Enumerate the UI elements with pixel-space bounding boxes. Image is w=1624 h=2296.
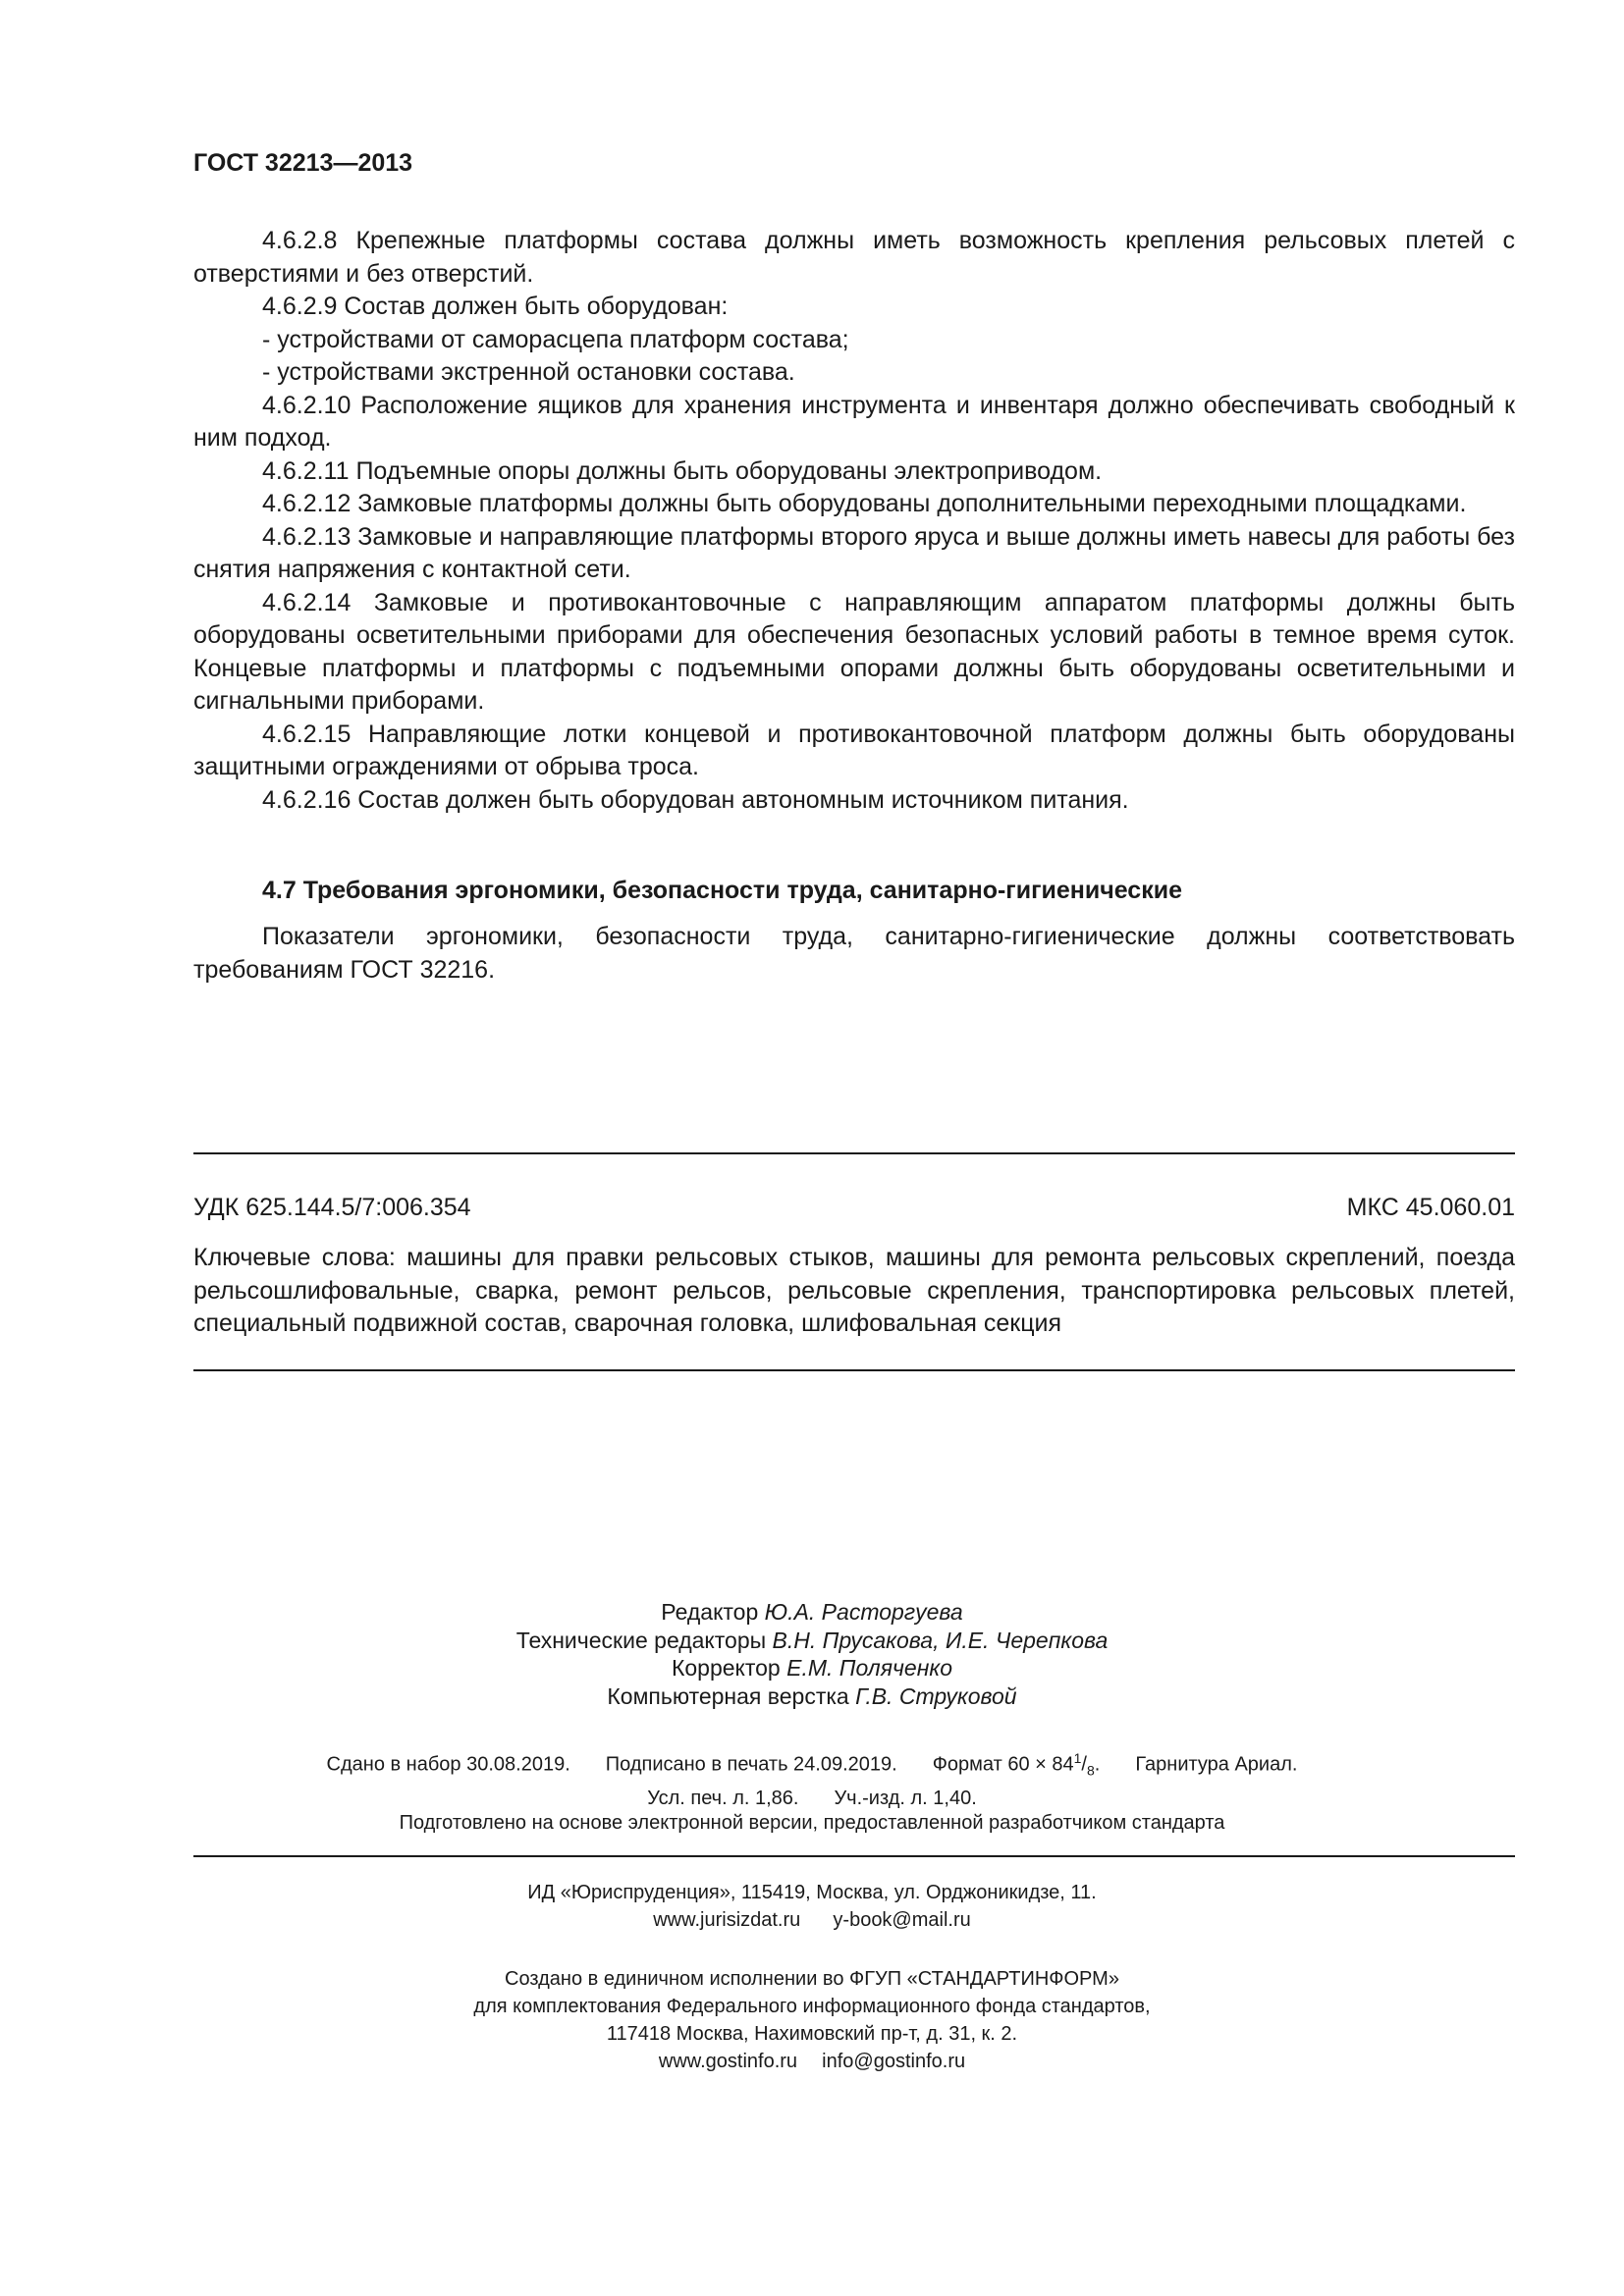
editor-name: Ю.А. Расторгуева <box>764 1599 963 1625</box>
keywords-text: Ключевые слова: машины для правки рельсовых стыков, машины для ремонта рельсовых скреплений, поезда рельсошлифовальные, сварка, ремонт рельсов, рельсовые скрепления, транспортировка рельсовых плетей, специальный подвижной состав, сварочная головка, шлифовальная секция <box>193 1244 1515 1337</box>
mks-code: МКС 45.060.01 <box>1346 1194 1515 1221</box>
paragraph-4-6-2-10: 4.6.2.10 Расположение ящиков для хранения инструмента и инвентаря должно обеспечивать свободный к ним подход. <box>193 391 1515 452</box>
publisher-address: ИД «Юриспруденция», 115419, Москва, ул. Орджоникидзе, 11. <box>527 1882 1097 1903</box>
print-info <box>0 1744 1624 1812</box>
layout-name: Г.В. Струковой <box>855 1682 1017 1709</box>
classification-row <box>193 1194 1515 1222</box>
keywords-block <box>193 1242 1515 1341</box>
list-item: - устройствами от саморасцепа платформ состава; <box>262 325 849 353</box>
layout-line: Компьютерная верстка Г.В. Струковой <box>607 1682 1017 1709</box>
paragraph-4-6-2-15: 4.6.2.15 Направляющие лотки концевой и противокантовочной платформ должны быть оборудованы защитными ограждениями от обрыва троса. <box>193 720 1515 780</box>
paragraph-4-6-2-13: 4.6.2.13 Замковые и направляющие платформы второго яруса и выше должны иметь навесы для работы без снятия напряжения с контактной сети. <box>193 522 1515 583</box>
standartinform-address: 117418 Москва, Нахимовский пр-т, д. 31, к. 2. <box>606 2023 1018 2045</box>
section-4-7-heading: 4.7 Требования эргономики, безопасности труда, санитарно-гигиенические <box>262 877 1182 904</box>
section-4-7-body <box>193 921 1515 987</box>
standartinform-line-2: для комплектования Федерального информационного фонда стандартов, <box>473 1996 1151 2017</box>
list-item: - устройствами экстренной остановки состава. <box>262 358 795 386</box>
standartinform-contacts <box>0 2048 1624 2075</box>
paragraph-4-6-2-8: 4.6.2.8 Крепежные платформы состава должны иметь возможность крепления рельсовых плетей с отверстиями и без отверстий. <box>193 227 1515 288</box>
publisher-contacts <box>0 1906 1624 1934</box>
paragraph-4-7: Показатели эргономики, безопасности труда, санитарно-гигиенические должны соответствовать требованиям ГОСТ 32216. <box>193 923 1515 984</box>
paragraph-4-6-2-11: 4.6.2.11 Подъемные опоры должны быть оборудованы электроприводом. <box>262 456 1103 485</box>
standartinform-block <box>0 1965 1624 2075</box>
paragraph-4-6-2-9: 4.6.2.9 Состав должен быть оборудован: <box>262 293 729 320</box>
standartinform-line-1: Создано в единичном исполнении во ФГУП «СТАНДАРТИНФОРМ» <box>505 1968 1119 1990</box>
print-info-line-2: Усл. печ. л. 1,86. Уч.-изд. л. 1,40. <box>647 1787 977 1809</box>
divider-publisher <box>193 1855 1515 1857</box>
paragraph-4-6-2-16: 4.6.2.16 Состав должен быть оборудован автономным источником питания. <box>262 785 1129 814</box>
paragraph-4-6-2-14: 4.6.2.14 Замковые и противокантовочные с направляющим аппаратом платформы должны быть оборудованы осветительными приборами для обеспечения безопасных условий работы в темное время суток. Концевые платформы и платформы с подъемными опорами должны быть оборудованы осветительными и сигнальными приборами. <box>193 588 1515 715</box>
document-header: ГОСТ 32213—2013 <box>193 149 413 177</box>
corrector-name: Е.М. Поляченко <box>786 1655 953 1681</box>
section-4-6-2-body <box>193 225 1515 817</box>
publisher-site-link[interactable]: www.jurisizdat.ru <box>653 1909 801 1931</box>
standartinform-email-link[interactable]: info@gostinfo.ru <box>822 2051 966 2072</box>
udk-code: УДК 625.144.5/7:006.354 <box>193 1194 471 1221</box>
publisher-email-link[interactable]: y-book@mail.ru <box>833 1909 971 1931</box>
print-info-line-1: Сдано в набор 30.08.2019. Подписано в печать 24.09.2019. Формат $60 \times 84^1/_8$. Гарнитура Ариал. <box>326 1750 1298 1779</box>
divider-top <box>193 1152 1515 1154</box>
divider-keywords <box>193 1369 1515 1371</box>
editor-line: Редактор Ю.А. Расторгуева <box>661 1599 963 1625</box>
publisher-block <box>0 1879 1624 1934</box>
prepared-note: Подготовлено на основе электронной версии, предоставленной разработчиком стандарта <box>399 1812 1225 1834</box>
corrector-line: Корректор Е.М. Поляченко <box>671 1655 953 1681</box>
tech-editors-names: В.Н. Прусакова, И.Е. Черепкова <box>772 1627 1109 1653</box>
tech-editors-line: Технические редакторы В.Н. Прусакова, И.Е. Черепкова <box>515 1627 1109 1653</box>
paragraph-4-6-2-12: 4.6.2.12 Замковые платформы должны быть оборудованы дополнительными переходными площадками. <box>262 490 1467 517</box>
standartinform-site-link[interactable]: www.gostinfo.ru <box>658 2051 798 2072</box>
editorial-staff <box>0 1598 1624 1710</box>
